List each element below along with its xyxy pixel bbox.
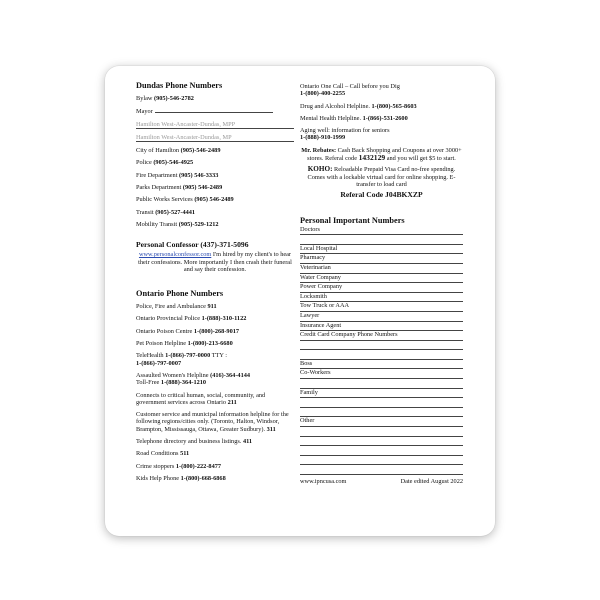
doctors-blank-line[interactable] bbox=[300, 235, 463, 245]
emergency-label: Police, Fire and Ambulance bbox=[136, 303, 208, 311]
poison-entry bbox=[136, 328, 294, 335]
city-entry bbox=[136, 147, 294, 154]
dundas-heading: Dundas Phone Numbers bbox=[136, 81, 223, 90]
mental-number: 1-(866)-531-2600 bbox=[362, 114, 408, 122]
parks-number: (905) 546-2489 bbox=[182, 184, 223, 192]
police-label: Police bbox=[136, 159, 154, 167]
vet-line[interactable]: Veterinarian bbox=[300, 264, 463, 274]
mobility-entry bbox=[136, 221, 294, 228]
municipal-number: 311 bbox=[266, 425, 276, 433]
insurance-line[interactable]: Insurance Agent bbox=[300, 322, 463, 332]
parks-label: Parks Department bbox=[136, 184, 183, 192]
koho-text: Reloadable Prepaid Visa Card no-free spending. Comes with a lockable virtual card for online shopping. E-transfer to load card bbox=[307, 166, 456, 188]
kids-label: Kids Help Phone bbox=[136, 474, 181, 482]
other-blank-line-1[interactable] bbox=[300, 427, 463, 437]
credit-blank-line-1[interactable] bbox=[300, 341, 463, 351]
coworkers-blank-line[interactable] bbox=[300, 379, 463, 389]
telehealth-label: TeleHealth bbox=[136, 352, 166, 360]
rebates-text-2: and you will get $5 to start. bbox=[385, 155, 456, 163]
seniors-entry bbox=[300, 127, 463, 142]
pharmacy-line[interactable]: Pharmacy bbox=[300, 254, 463, 264]
footer-website: www.ipncusa.com bbox=[300, 478, 347, 485]
footer bbox=[300, 478, 463, 485]
city-label: City of Hamilton bbox=[136, 147, 181, 155]
other-blank-line-5[interactable] bbox=[300, 465, 463, 475]
directory-number: 411 bbox=[242, 438, 253, 446]
emergency-number: 911 bbox=[207, 303, 217, 311]
municipal-label: Customer service and municipal information helpline for the following regions/cities only. (Toronto, Halton, Windsor, Brampton, Mississauga, Ottawa, Greater Sudbury). bbox=[136, 411, 289, 433]
confessor-description: I'm hired by my client's to hear their confessions. More importantly I then crash their funeral and say their confession. bbox=[138, 251, 292, 273]
drug-entry bbox=[300, 103, 463, 110]
credit-blank-line-2[interactable] bbox=[300, 350, 463, 360]
right-column bbox=[300, 83, 463, 485]
tow-line[interactable]: Tow Truck or AAA bbox=[300, 302, 463, 312]
works-number: (905) 546-2489 bbox=[194, 196, 234, 204]
mobility-label: Mobility Transit bbox=[136, 220, 179, 228]
boss-line[interactable]: Boss bbox=[300, 360, 463, 370]
power-line[interactable]: Power Company bbox=[300, 283, 463, 293]
parks-entry bbox=[136, 184, 294, 191]
bylaw-label: Bylaw bbox=[136, 95, 155, 102]
other-line[interactable]: Other bbox=[300, 417, 463, 427]
rebates-block bbox=[300, 147, 463, 163]
koho-title: KOHO: bbox=[307, 165, 333, 174]
locksmith-line[interactable]: Locksmith bbox=[300, 293, 463, 303]
opp-entry bbox=[136, 315, 294, 322]
telehealth-entry bbox=[136, 352, 294, 367]
family-line[interactable]: Family bbox=[300, 389, 463, 399]
footer-date: Date edited August 2022 bbox=[400, 478, 463, 485]
works-entry bbox=[136, 196, 294, 203]
rebates-text-1: Cash Back Shopping and Coupons at over 3000+ stores. Referal code bbox=[307, 146, 462, 163]
one-call-entry bbox=[300, 83, 463, 98]
connect-label: Connects to critical human, social, community, and government services across Ontario bbox=[136, 391, 266, 406]
transit-entry bbox=[136, 209, 294, 216]
pet-poison-number: 1-(800)-213-6680 bbox=[187, 340, 233, 348]
hospital-line[interactable]: Local Hospital bbox=[300, 245, 463, 255]
pet-poison-label: Pet Poison Helpline bbox=[136, 340, 188, 348]
pet-poison-entry bbox=[136, 340, 294, 347]
assaulted-number: (416)-364-4144 bbox=[210, 371, 251, 379]
koho-block bbox=[300, 166, 463, 188]
mayor-entry bbox=[136, 107, 294, 115]
one-call-number: 1-(800)-400-2255 bbox=[300, 90, 346, 98]
opp-number: 1-(888)-310-1122 bbox=[201, 315, 247, 323]
other-blank-line-2[interactable] bbox=[300, 437, 463, 447]
rebates-title: Mr. Rebates: bbox=[301, 146, 337, 154]
water-line[interactable]: Water Company bbox=[300, 274, 463, 284]
emergency-entry bbox=[136, 303, 294, 310]
seniors-number: 1-(888)-910-1999 bbox=[300, 134, 346, 142]
mental-entry bbox=[300, 115, 463, 122]
opp-label: Ontario Provincial Police bbox=[136, 315, 202, 323]
assaulted-label: Assaulted Women's Helpline bbox=[136, 371, 211, 379]
crime-label: Crime stoppers bbox=[136, 462, 176, 470]
referal-code: Referal Code J04BKXZP bbox=[340, 190, 423, 200]
mental-label: Mental Health Helpline. bbox=[300, 114, 363, 122]
mayor-label: Mayor bbox=[136, 108, 153, 116]
family-blank-line-2[interactable] bbox=[300, 408, 463, 418]
poison-number: 1-(800)-268-9017 bbox=[193, 327, 240, 335]
lawyer-line[interactable]: Lawyer bbox=[300, 312, 463, 322]
city-number: (905)-546-2489 bbox=[180, 147, 221, 155]
sticker-sheet bbox=[105, 66, 495, 536]
transit-label: Transit bbox=[136, 208, 156, 216]
telehealth-tty-number: 1-(866)-797-0007 bbox=[136, 359, 182, 367]
drug-label: Drug and Alcohol Helpline. bbox=[300, 102, 372, 110]
works-label: Public Works Services bbox=[136, 196, 195, 204]
coworkers-line[interactable]: Co-Workers bbox=[300, 369, 463, 379]
confessor-link[interactable]: www.personalconfessor.com bbox=[138, 251, 212, 259]
doctors-line[interactable]: Doctors bbox=[300, 226, 463, 236]
connect-entry bbox=[136, 392, 294, 407]
crime-number: 1-(800)-222-8477 bbox=[175, 462, 222, 470]
municipal-entry bbox=[136, 411, 294, 433]
one-call-label: Ontario One Call – Call before you Dig bbox=[300, 83, 400, 90]
road-entry bbox=[136, 450, 294, 457]
family-blank-line-1[interactable] bbox=[300, 398, 463, 408]
bylaw-entry bbox=[136, 95, 294, 102]
mobility-number: (905)-529-1212 bbox=[178, 220, 219, 228]
fire-number: (905) 546-3333 bbox=[179, 171, 219, 179]
crime-entry bbox=[136, 463, 294, 470]
connect-number: 211 bbox=[227, 398, 237, 406]
other-blank-line-4[interactable] bbox=[300, 456, 463, 466]
personal-heading: Personal Important Numbers bbox=[300, 215, 405, 225]
mp-entry: Hamilton West-Ancaster-Dundas, MP bbox=[136, 134, 294, 142]
confessor-text bbox=[136, 251, 294, 273]
police-entry bbox=[136, 159, 294, 166]
transit-number: (905)-527-4441 bbox=[155, 208, 196, 216]
other-blank-line-3[interactable] bbox=[300, 446, 463, 456]
road-label: Road Conditions bbox=[136, 450, 181, 458]
telehealth-tty-label: TTY : bbox=[210, 352, 228, 360]
mayor-fill-line bbox=[155, 107, 273, 113]
fire-entry bbox=[136, 172, 294, 179]
seniors-label: Aging well: information for seniors bbox=[300, 127, 390, 135]
mpp-entry: Hamilton West-Ancaster-Dundas, MPP bbox=[136, 121, 294, 129]
assaulted-entry bbox=[136, 372, 294, 387]
bylaw-number: (905)-546-2782 bbox=[154, 95, 194, 102]
police-number: (905)-546-4925 bbox=[153, 159, 194, 167]
rebates-code: 1432129 bbox=[358, 153, 386, 163]
kids-number: 1-(800)-668-6868 bbox=[180, 474, 226, 482]
telehealth-number: 1-(866)-797-0000 bbox=[165, 352, 211, 360]
kids-entry bbox=[136, 475, 294, 482]
ontario-heading: Ontario Phone Numbers bbox=[136, 289, 224, 299]
assaulted-tollfree-label: Toll-Free bbox=[136, 379, 161, 387]
poison-label: Ontario Poison Centre bbox=[136, 327, 194, 335]
left-column bbox=[136, 81, 294, 487]
fire-label: Fire Department bbox=[136, 171, 180, 179]
credit-line[interactable]: Credit Card Company Phone Numbers bbox=[300, 331, 463, 341]
directory-label: Telephone directory and business listings. bbox=[136, 438, 243, 446]
drug-number: 1-(800)-565-8603 bbox=[371, 102, 417, 110]
road-number: 511 bbox=[180, 450, 190, 458]
directory-entry bbox=[136, 438, 294, 445]
assaulted-tollfree-number: 1-(888)-364-1210 bbox=[160, 379, 207, 387]
confessor-heading: Personal Confessor (437)-371-5096 bbox=[136, 240, 249, 250]
